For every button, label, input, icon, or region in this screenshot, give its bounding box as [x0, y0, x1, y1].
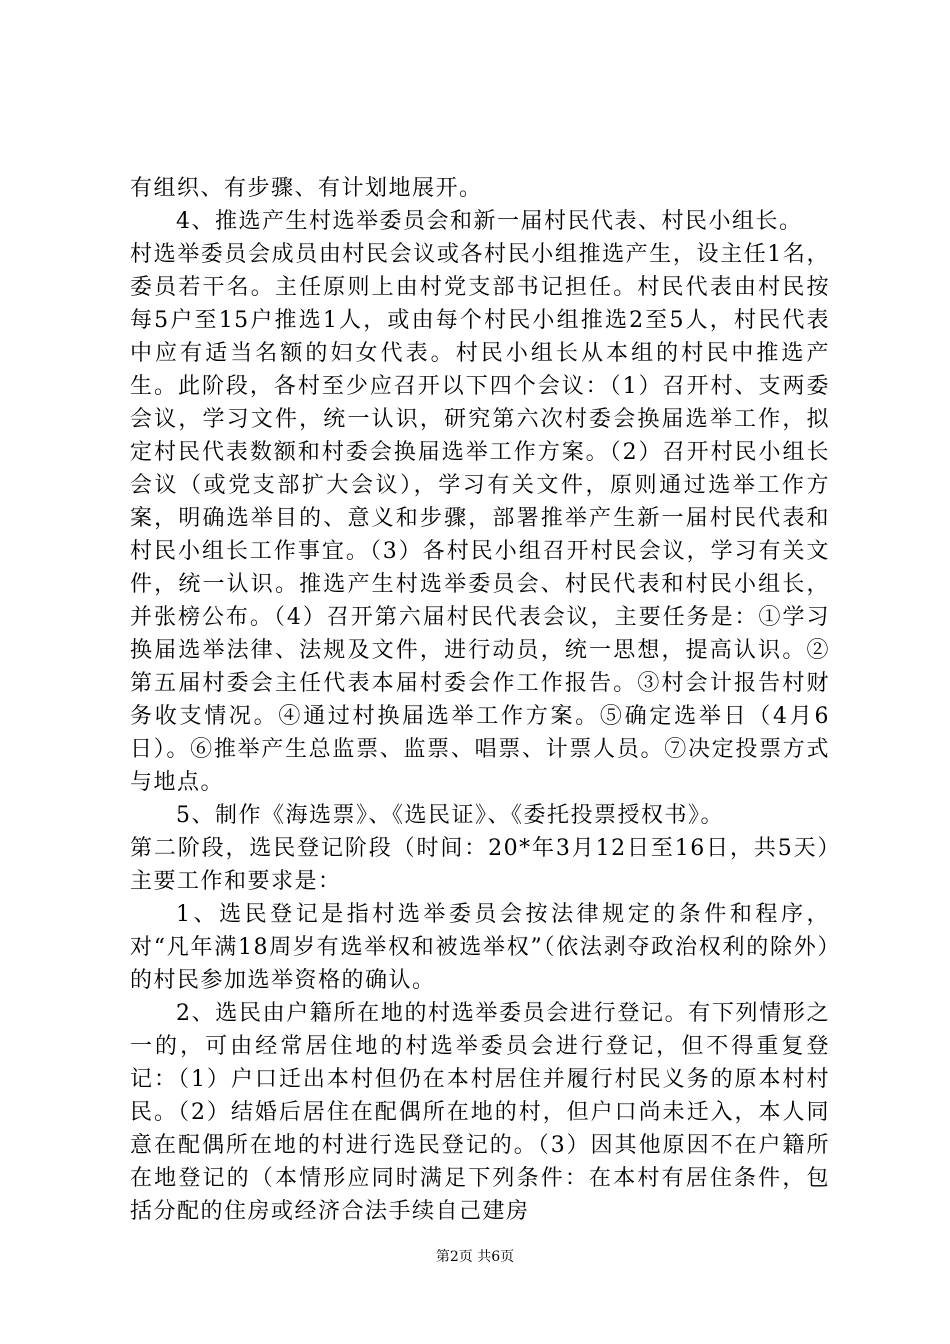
- paragraph-item-4-heading: 4、推选产生村选举委员会和新一届村民代表、村民小组长。: [176, 209, 803, 234]
- page-footer: [0, 1247, 950, 1267]
- paragraph-stage-2: 第二阶段，选民登记阶段（时间：20*年3月12日至16日，共5天）主要工作和要求是：: [130, 836, 830, 894]
- paragraph-stage-2-item-2: 2、选民由户籍所在地的村选举委员会进行登记。有下列情形之一的，可由经常居住地的村选举委员会进行登记，但不得重复登记：（1）户口迁出本村但仍在本村居住并履行村民义务的原本村村民。（2）结婚后居住在配偶所在地的村，但户口尚未迁入，本人同意在配偶所在地的村进行选民登记的。（3）因其他原因不在户籍所在地登记的（本情形应同时满足下列条件：在本村有居住条件，包括分配的住房或经济合法手续自己建房: [130, 1001, 830, 1224]
- paragraph-stage-2-item-1: 1、选民登记是指村选举委员会按法律规定的条件和程序，对“凡年满18周岁有选举权和被选举权”（依法剥夺政治权利的除外）的村民参加选举资格的确认。: [130, 902, 830, 993]
- paragraph-item-5: 5、制作《海选票》、《选民证》、《委托投票授权书》。: [176, 803, 724, 828]
- paragraph-item-4-body: 村选举委员会成员由村民会议或各村民小组推选产生，设主任1名，委员若干名。主任原则上由村党支部书记担任。村民代表由村民按每5户至15户推选1人，或由每个村民小组推选2至5人，村民代表中应有适当名额的妇女代表。村民小组长从本组的村民中推选产生。此阶段，各村至少应召开以下四个会议：（1）召开村、支两委会议，学习文件，统一认识，研究第六次村委会换届选举工作，拟定村民代表数额和村委会换届选举工作方案。（2）召开村民小组长会议（或党支部扩大会议），学习有关文件，原则通过选举工作方案，明确选举目的、意义和步骤，部署推举产生新一届村民代表和村民小组长工作事宜。（3）各村民小组召开村民会议，学习有关文件，统一认识。推选产生村选举委员会、村民代表和村民小组长，并张榜公布。（4）召开第六届村民代表会议，主要任务是：①学习换届选举法律、法规及文件，进行动员，统一思想，提高认识。②第五届村委会主任代表本届村委会作工作报告。③村会计报告村财务收支情况。④通过村换届选举工作方案。⑤确定选举日（4月6日）。⑥推举产生总监票、监票、唱票、计票人员。⑦决定投票方式与地点。: [130, 242, 830, 795]
- document-body: [130, 172, 830, 1228]
- page-number: 第2页 共6页: [435, 1249, 515, 1265]
- paragraph-continuation: 有组织、有步骤、有计划地展开。: [130, 176, 483, 201]
